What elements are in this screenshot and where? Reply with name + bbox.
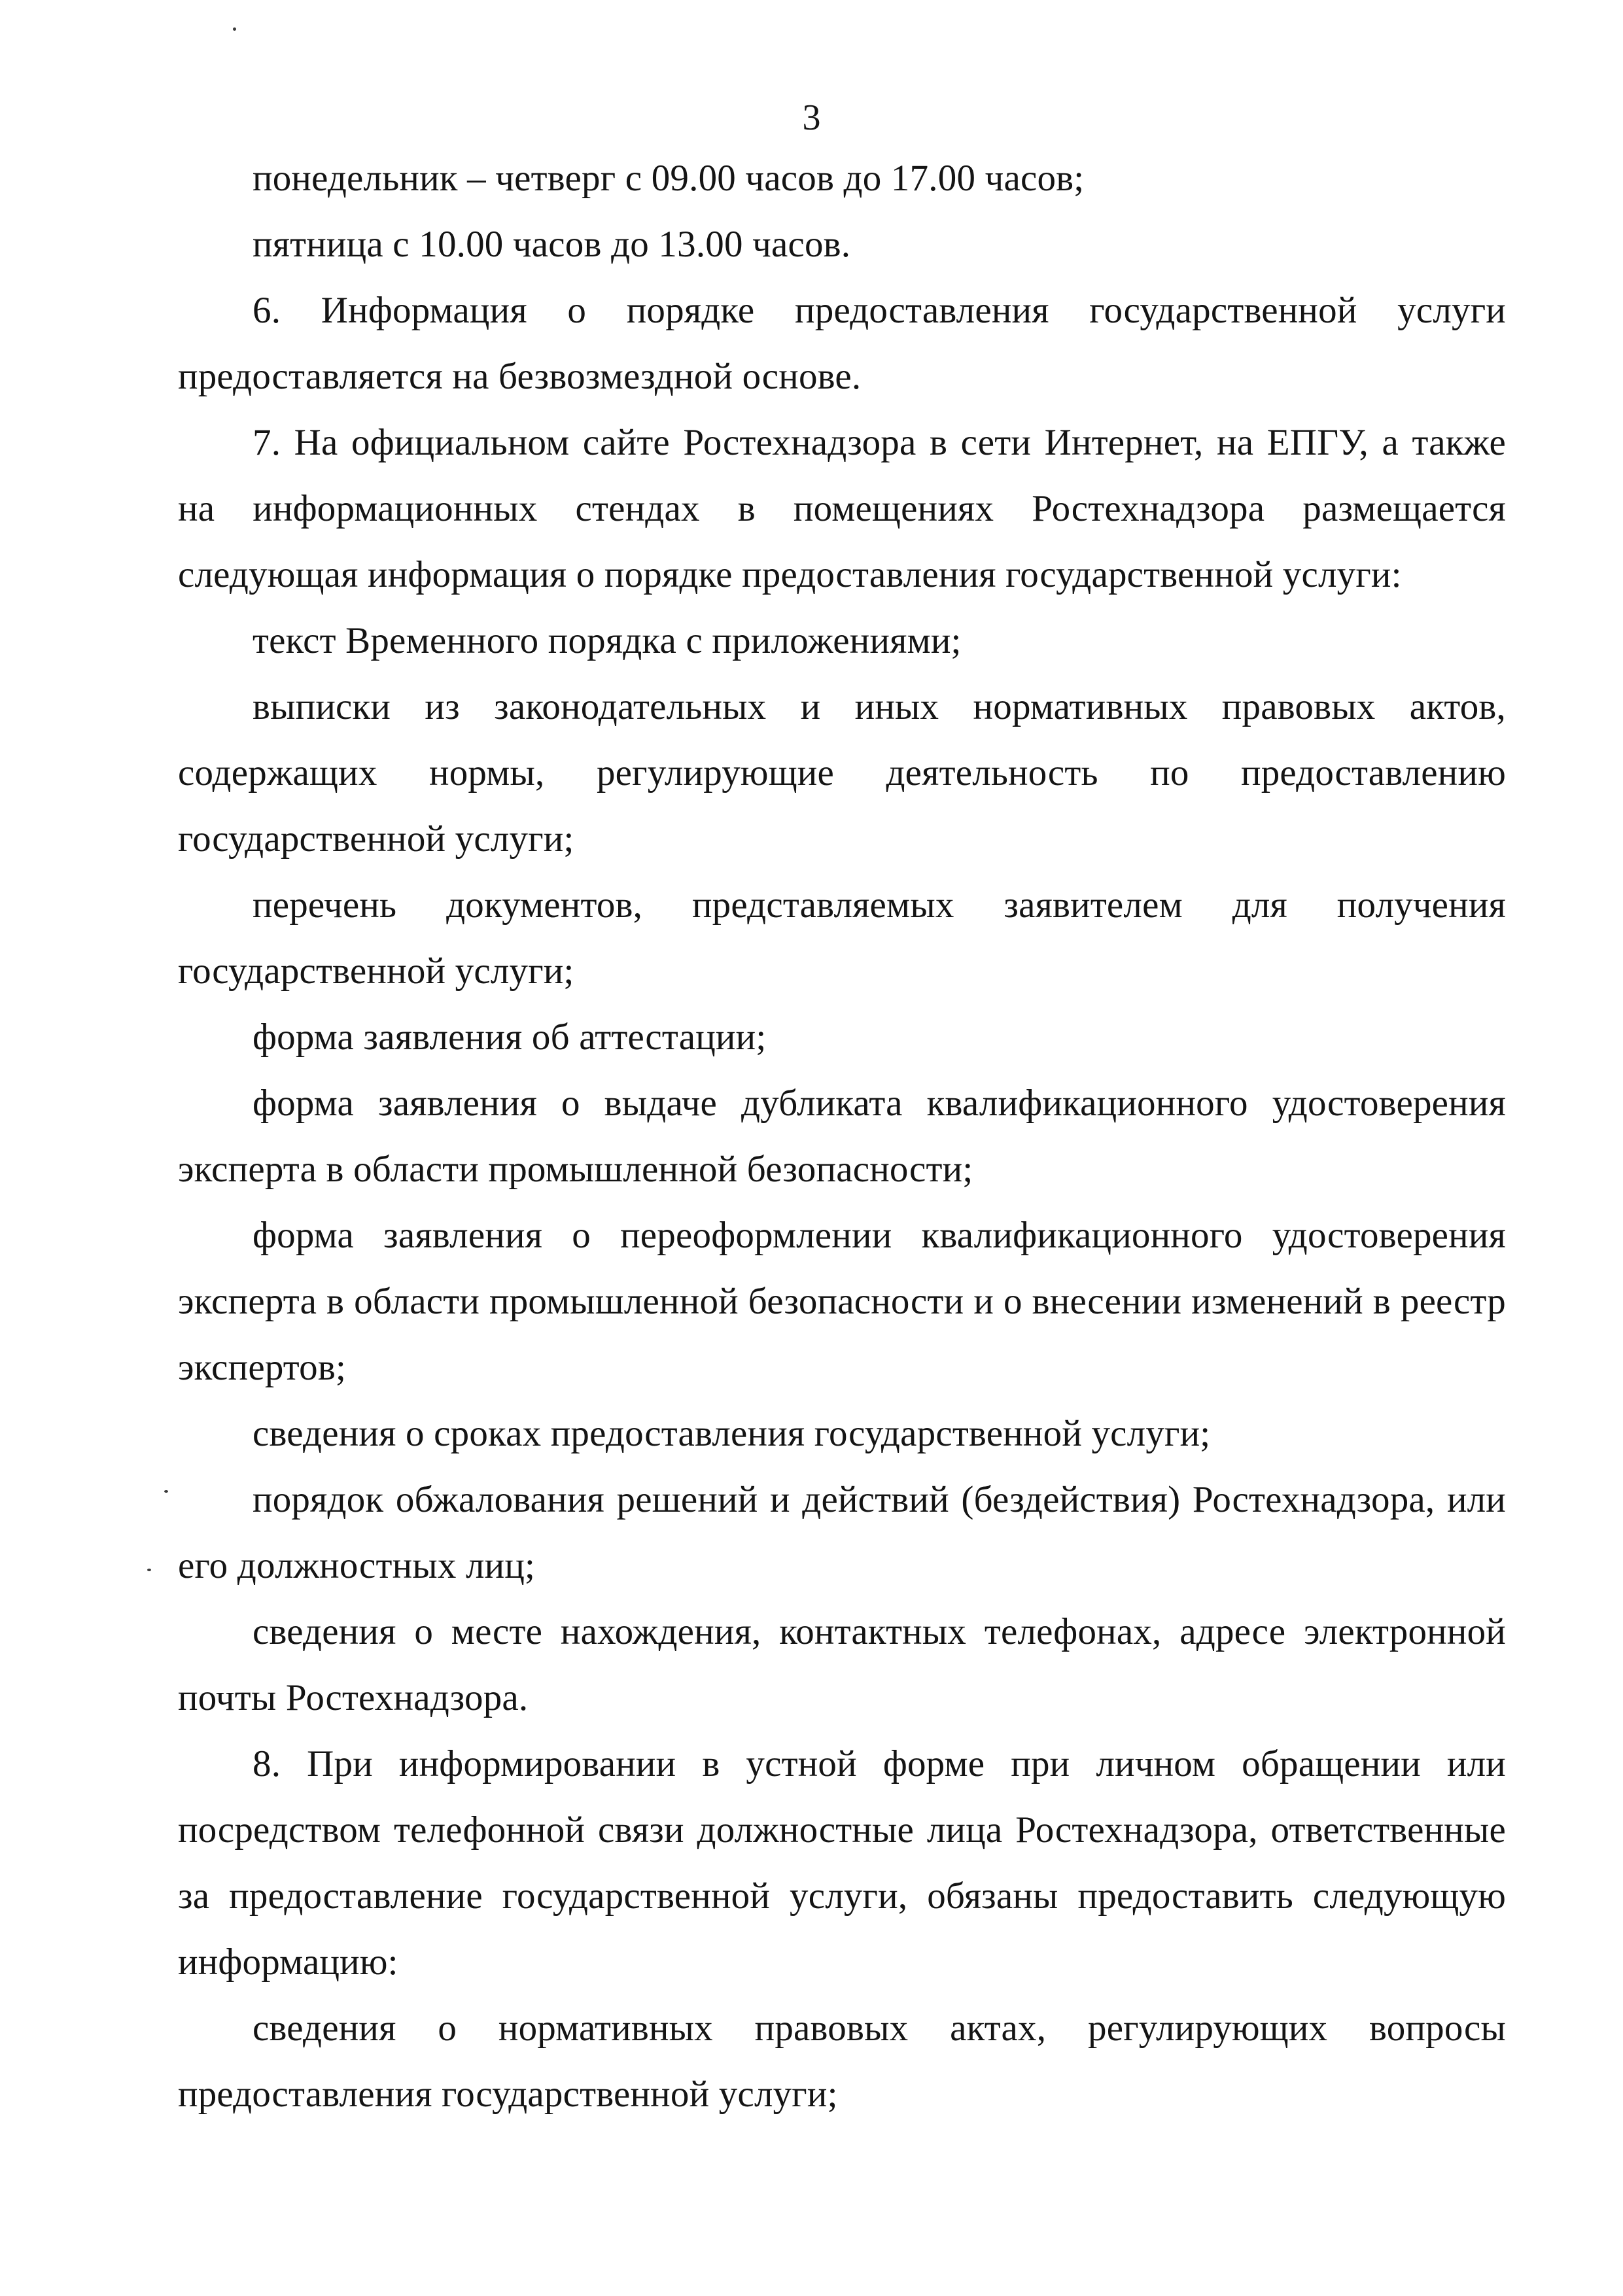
scan-speck-margin-2 <box>147 1569 151 1571</box>
paragraph-schedule-fri: пятница с 10.00 часов до 13.00 часов. <box>253 224 851 265</box>
list-item-contacts: сведения о месте нахождения, контактных телефонах, адресе электронной почты Ростехнадзора. <box>178 1611 1506 1718</box>
list-item-regulations-info: сведения о нормативных правовых актах, регулирующих вопросы предоставления государственной услуги; <box>178 2008 1506 2115</box>
list-item-appeal-procedure: порядок обжалования решений и действий (бездействия) Ростехнадзора, или его должностных лиц; <box>178 1479 1506 1586</box>
document-body <box>178 145 1506 2127</box>
paragraph-item-8: 8. При информировании в устной форме при личном обращении или посредством телефонной связи должностные лица Ростехнадзора, ответственные за предоставление государственной услуги, обязаны предоставить следующую информацию: <box>178 1743 1506 1983</box>
list-item-deadlines: сведения о сроках предоставления государственной услуги; <box>253 1413 1211 1454</box>
paragraph-schedule-mon-thu: понедельник – четверг с 09.00 часов до 17.00 часов; <box>253 158 1085 199</box>
paragraph-item-6: 6. Информация о порядке предоставления государственной услуги предоставляется на безвозмездной основе. <box>178 290 1506 397</box>
list-item-legal-extracts: выписки из законодательных и иных нормативных правовых актов, содержащих нормы, регулирующие деятельность по предоставлению государственной услуги; <box>178 686 1506 860</box>
scan-speck-margin-1 <box>164 1490 168 1493</box>
paragraph-item-7: 7. На официальном сайте Ростехнадзора в сети Интернет, на ЕПГУ, а также на информационных стендах в помещениях Ростехнадзора размещается следующая информация о порядке предоставления государственной услуги: <box>178 422 1506 595</box>
list-item-documents-list: перечень документов, представляемых заявителем для получения государственной услуги; <box>178 884 1506 992</box>
list-item-reissue-form: форма заявления о переоформлении квалификационного удостоверения эксперта в области промышленной безопасности и о внесении изменений в реестр экспертов; <box>178 1215 1506 1388</box>
list-item-attestation-form: форма заявления об аттестации; <box>253 1017 767 1058</box>
scan-speck-top <box>233 27 236 31</box>
page-number: 3 <box>802 97 821 138</box>
list-item-duplicate-form: форма заявления о выдаче дубликата квалификационного удостоверения эксперта в области промышленной безопасности; <box>178 1083 1506 1190</box>
list-item-order-text: текст Временного порядка с приложениями; <box>253 620 962 661</box>
